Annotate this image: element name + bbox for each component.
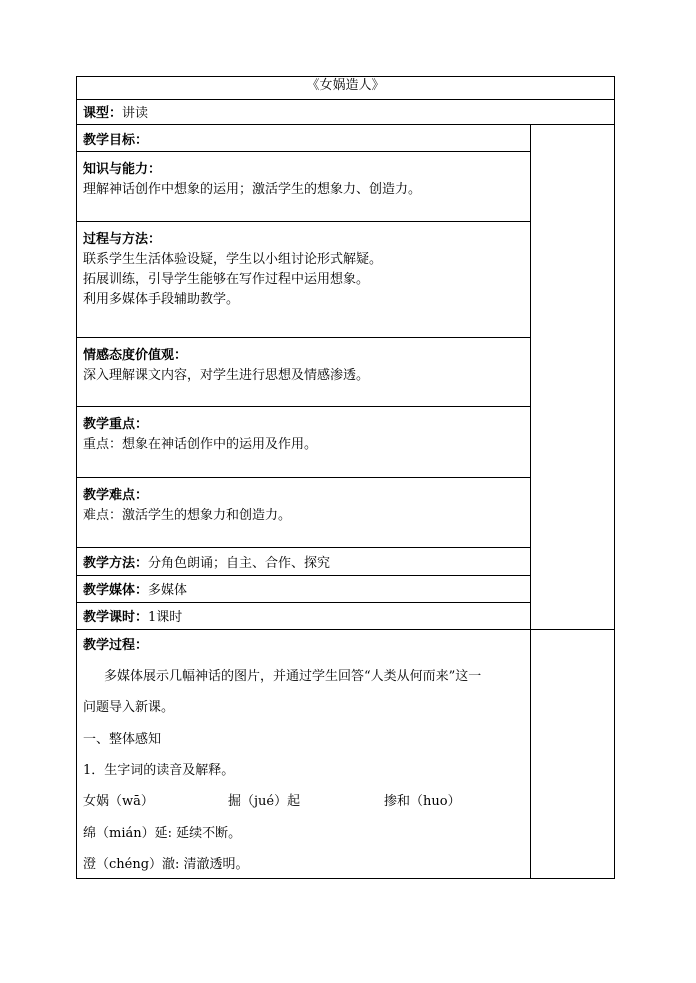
- vocab-definition: 澄（chéng）澈: 清澈透明。: [83, 857, 249, 872]
- process-method-line: 利用多媒体手段辅助教学。: [83, 292, 240, 307]
- hours-label: 教学课时：: [83, 610, 149, 625]
- row-divider: [76, 221, 531, 222]
- hours-value: 1课时: [148, 610, 183, 625]
- process-method-heading: 过程与方法：: [83, 232, 162, 247]
- vocab-item: 掘（jué）起: [228, 794, 301, 809]
- hours-row: [83, 610, 182, 626]
- column-divider: [530, 124, 531, 879]
- page-title: 《女娲造人》: [306, 78, 385, 93]
- vocab-item: 掺和（huo）: [384, 794, 461, 809]
- section-heading: 一、整体感知: [83, 732, 162, 747]
- objectives-heading: 教学目标：: [83, 133, 149, 148]
- row-divider: [76, 575, 531, 576]
- list-item: 1．生字词的读音及解释。: [83, 763, 235, 778]
- process-intro-line: 问题导入新课。: [83, 700, 175, 715]
- lesson-type-label: 课型：: [83, 106, 123, 121]
- difficulty-heading: 教学难点：: [83, 488, 149, 503]
- row-divider: [76, 337, 531, 338]
- row-divider: [76, 629, 615, 630]
- row-divider: [76, 99, 615, 100]
- process-intro-line: 多媒体展示几幅神话的图片，并通过学生回答“人类从何而来”这一: [104, 669, 482, 684]
- media-value: 多媒体: [148, 583, 188, 598]
- media-label: 教学媒体：: [83, 583, 149, 598]
- row-divider: [76, 477, 531, 478]
- row-divider: [76, 124, 615, 125]
- key-point-heading: 教学重点：: [83, 417, 149, 432]
- key-point-text: 重点：想象在神话创作中的运用及作用。: [83, 437, 318, 452]
- process-method-line: 联系学生生活体验设疑，学生以小组讨论形式解疑。: [83, 252, 383, 267]
- vocab-item: 女娲（wā）: [83, 794, 154, 809]
- knowledge-heading: 知识与能力：: [83, 162, 162, 177]
- process-method-line: 拓展训练，引导学生能够在写作过程中运用想象。: [83, 272, 370, 287]
- method-value: 分角色朗诵；自主、合作、探究: [148, 556, 331, 571]
- lesson-type-value: 讲读: [122, 106, 149, 121]
- process-heading: 教学过程：: [83, 638, 149, 653]
- row-divider: [76, 406, 531, 407]
- emotion-heading: 情感态度价值观：: [83, 348, 188, 363]
- method-label: 教学方法：: [83, 556, 149, 571]
- vocab-definition: 绵（mián）延: 延续不断。: [83, 826, 242, 841]
- emotion-line: 深入理解课文内容，对学生进行思想及情感渗透。: [83, 368, 370, 383]
- media-row: [83, 583, 187, 599]
- method-row: [83, 556, 330, 572]
- row-divider: [76, 602, 531, 603]
- lesson-type: [83, 106, 148, 122]
- knowledge-line: 理解神话创作中想象的运用；激活学生的想象力、创造力。: [83, 182, 422, 197]
- row-divider: [76, 151, 531, 152]
- difficulty-text: 难点：激活学生的想象力和创造力。: [83, 508, 292, 523]
- row-divider: [76, 547, 531, 548]
